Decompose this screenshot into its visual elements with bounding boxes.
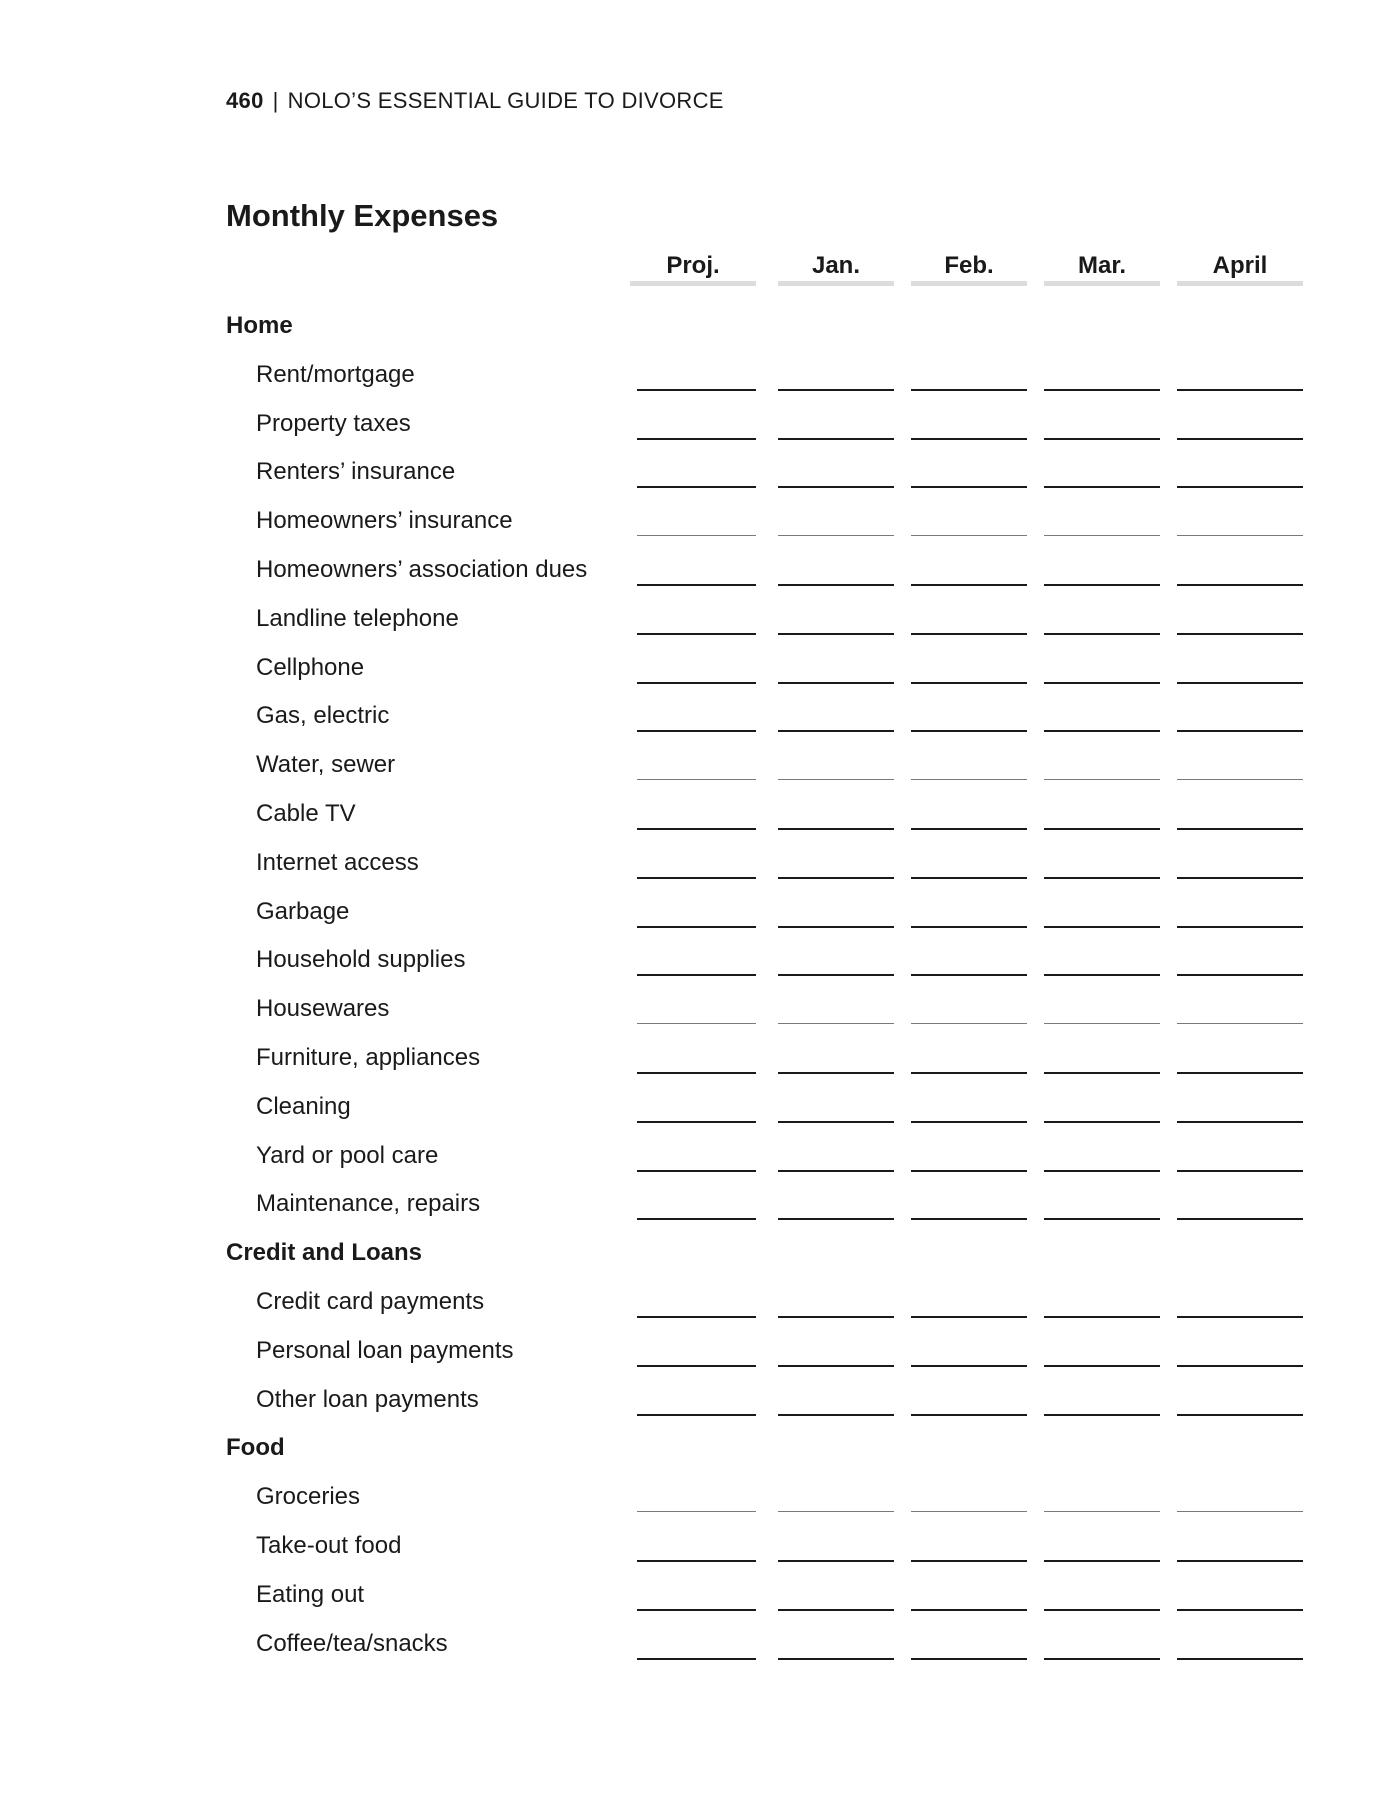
amount-blank-proj[interactable] — [637, 926, 756, 928]
expense-label: Garbage — [256, 897, 350, 925]
page-number: 460 — [226, 88, 264, 113]
amount-blank-mar[interactable] — [1044, 779, 1160, 780]
amount-blank-jan[interactable] — [778, 389, 894, 391]
amount-blank-april[interactable] — [1177, 730, 1303, 732]
amount-blank-proj[interactable] — [637, 1658, 756, 1660]
expense-label: Water, sewer — [256, 751, 396, 779]
expense-row — [0, 406, 1400, 454]
expense-row — [0, 894, 1400, 942]
expense-label: Property taxes — [256, 409, 411, 437]
amount-blank-april[interactable] — [1177, 438, 1303, 440]
amount-blank-feb[interactable] — [911, 1072, 1027, 1074]
amount-blank-feb[interactable] — [911, 1316, 1027, 1318]
amount-blank-mar[interactable] — [1044, 877, 1160, 879]
expense-row — [0, 1333, 1400, 1381]
amount-blank-april[interactable] — [1177, 974, 1303, 976]
expense-row — [0, 991, 1400, 1039]
amount-blank-april[interactable] — [1177, 1121, 1303, 1123]
amount-blank-april[interactable] — [1177, 877, 1303, 879]
amount-blank-mar[interactable] — [1044, 438, 1160, 440]
expense-row — [0, 1186, 1400, 1234]
amount-blank-feb[interactable] — [911, 486, 1027, 488]
amount-blank-april[interactable] — [1177, 1609, 1303, 1611]
amount-blank-april[interactable] — [1177, 779, 1303, 780]
expense-label: Household supplies — [256, 946, 466, 974]
amount-blank-april[interactable] — [1177, 633, 1303, 635]
running-head — [226, 88, 724, 114]
amount-blank-feb[interactable] — [911, 1560, 1027, 1562]
amount-blank-feb[interactable] — [911, 438, 1027, 440]
amount-blank-mar[interactable] — [1044, 828, 1160, 830]
expense-label: Landline telephone — [256, 604, 459, 632]
amount-blank-feb[interactable] — [911, 877, 1027, 879]
amount-blank-feb[interactable] — [911, 974, 1027, 976]
expense-label: Cellphone — [256, 653, 365, 681]
amount-blank-jan[interactable] — [778, 828, 894, 830]
amount-blank-april[interactable] — [1177, 1218, 1303, 1220]
amount-blank-feb[interactable] — [911, 1023, 1027, 1024]
expense-row — [0, 1040, 1400, 1088]
amount-blank-mar[interactable] — [1044, 1170, 1160, 1172]
column-header-feb: Feb. — [911, 250, 1027, 286]
amount-blank-proj[interactable] — [637, 1609, 756, 1611]
amount-blank-jan[interactable] — [778, 779, 894, 780]
expense-row — [0, 845, 1400, 893]
amount-blank-feb[interactable] — [911, 1218, 1027, 1220]
book-title: NOLO’S ESSENTIAL GUIDE TO DIVORCE — [287, 88, 724, 113]
column-header-mar: Mar. — [1044, 250, 1160, 286]
expense-label: Housewares — [256, 995, 390, 1023]
amount-blank-proj[interactable] — [637, 486, 756, 488]
section-row — [0, 308, 1400, 356]
expense-row — [0, 503, 1400, 551]
amount-blank-jan[interactable] — [778, 730, 894, 732]
amount-blank-april[interactable] — [1177, 535, 1303, 536]
amount-blank-proj[interactable] — [637, 389, 756, 391]
expense-row — [0, 601, 1400, 649]
amount-blank-proj[interactable] — [637, 633, 756, 635]
expense-label: Internet access — [256, 848, 419, 876]
amount-blank-proj[interactable] — [637, 682, 756, 684]
expense-label: Cleaning — [256, 1092, 351, 1120]
expense-label: Take-out food — [256, 1532, 402, 1559]
section-row — [0, 1235, 1400, 1283]
amount-blank-april[interactable] — [1177, 486, 1303, 488]
amount-blank-april[interactable] — [1177, 584, 1303, 586]
expense-label: Renters’ insurance — [256, 458, 456, 486]
amount-blank-jan[interactable] — [778, 1560, 894, 1562]
column-header-april: April — [1177, 250, 1303, 286]
amount-blank-mar[interactable] — [1044, 926, 1160, 928]
amount-blank-jan[interactable] — [778, 633, 894, 635]
amount-blank-jan[interactable] — [778, 1023, 894, 1024]
expense-label: Cable TV — [256, 800, 356, 827]
amount-blank-feb[interactable] — [911, 730, 1027, 732]
amount-blank-mar[interactable] — [1044, 535, 1160, 536]
amount-blank-jan[interactable] — [778, 1316, 894, 1318]
amount-blank-april[interactable] — [1177, 1072, 1303, 1074]
section-row — [0, 1430, 1400, 1478]
amount-blank-april[interactable] — [1177, 1365, 1303, 1367]
amount-blank-jan[interactable] — [778, 1511, 894, 1512]
expense-row — [0, 1089, 1400, 1137]
section-heading: Food — [226, 1434, 285, 1462]
expense-label: Homeowners’ insurance — [256, 507, 513, 535]
amount-blank-april[interactable] — [1177, 1658, 1303, 1660]
amount-blank-proj[interactable] — [637, 779, 756, 780]
amount-blank-proj[interactable] — [637, 1365, 756, 1367]
expense-row — [0, 942, 1400, 990]
amount-blank-proj[interactable] — [637, 1560, 756, 1562]
expense-label: Yard or pool care — [256, 1141, 439, 1169]
amount-blank-proj[interactable] — [637, 1316, 756, 1318]
amount-blank-mar[interactable] — [1044, 682, 1160, 684]
amount-blank-feb[interactable] — [911, 926, 1027, 928]
expense-label: Groceries — [256, 1483, 361, 1511]
amount-blank-proj[interactable] — [637, 1072, 756, 1074]
expense-row — [0, 650, 1400, 698]
amount-blank-feb[interactable] — [911, 779, 1027, 780]
amount-blank-proj[interactable] — [637, 1170, 756, 1172]
expense-row — [0, 698, 1400, 746]
amount-blank-mar[interactable] — [1044, 1560, 1160, 1562]
amount-blank-feb[interactable] — [911, 584, 1027, 586]
amount-blank-feb[interactable] — [911, 682, 1027, 684]
amount-blank-jan[interactable] — [778, 584, 894, 586]
amount-blank-mar[interactable] — [1044, 1316, 1160, 1318]
amount-blank-jan[interactable] — [778, 1609, 894, 1611]
amount-blank-mar[interactable] — [1044, 1365, 1160, 1367]
expense-label: Coffee/tea/snacks — [256, 1629, 448, 1657]
amount-blank-proj[interactable] — [637, 877, 756, 879]
expense-row — [0, 747, 1400, 795]
header-separator: | — [272, 88, 279, 113]
amount-blank-proj[interactable] — [637, 828, 756, 830]
amount-blank-feb[interactable] — [911, 633, 1027, 635]
amount-blank-jan[interactable] — [778, 1658, 894, 1660]
amount-blank-april[interactable] — [1177, 1023, 1303, 1024]
amount-blank-mar[interactable] — [1044, 1023, 1160, 1024]
expense-row — [0, 552, 1400, 600]
amount-blank-jan[interactable] — [778, 535, 894, 536]
amount-blank-april[interactable] — [1177, 1414, 1303, 1416]
amount-blank-feb[interactable] — [911, 1658, 1027, 1660]
column-header-proj: Proj. — [630, 250, 756, 286]
expense-label: Personal loan payments — [256, 1336, 514, 1364]
amount-blank-mar[interactable] — [1044, 974, 1160, 976]
amount-blank-proj[interactable] — [637, 535, 756, 536]
amount-blank-jan[interactable] — [778, 1072, 894, 1074]
amount-blank-feb[interactable] — [911, 535, 1027, 536]
amount-blank-feb[interactable] — [911, 1609, 1027, 1611]
expense-row — [0, 357, 1400, 405]
expense-row — [0, 1138, 1400, 1186]
amount-blank-mar[interactable] — [1044, 730, 1160, 732]
amount-blank-jan[interactable] — [778, 1365, 894, 1367]
amount-blank-proj[interactable] — [637, 730, 756, 732]
amount-blank-proj[interactable] — [637, 1218, 756, 1220]
amount-blank-mar[interactable] — [1044, 584, 1160, 586]
expense-label: Other loan payments — [256, 1385, 479, 1413]
amount-blank-proj[interactable] — [637, 1023, 756, 1024]
amount-blank-mar[interactable] — [1044, 1218, 1160, 1220]
expense-row — [0, 1626, 1400, 1674]
amount-blank-mar[interactable] — [1044, 389, 1160, 391]
amount-blank-jan[interactable] — [778, 877, 894, 879]
expense-label: Furniture, appliances — [256, 1044, 481, 1071]
expense-row — [0, 1577, 1400, 1625]
amount-blank-mar[interactable] — [1044, 1511, 1160, 1512]
amount-blank-april[interactable] — [1177, 389, 1303, 391]
section-heading: Credit and Loans — [226, 1239, 423, 1267]
expense-label: Eating out — [256, 1580, 365, 1608]
amount-blank-proj[interactable] — [637, 1121, 756, 1123]
amount-blank-april[interactable] — [1177, 682, 1303, 684]
amount-blank-april[interactable] — [1177, 1511, 1303, 1512]
amount-blank-proj[interactable] — [637, 584, 756, 586]
amount-blank-feb[interactable] — [911, 828, 1027, 830]
amount-blank-feb[interactable] — [911, 1414, 1027, 1416]
amount-blank-april[interactable] — [1177, 1170, 1303, 1172]
expense-label: Homeowners’ association dues — [256, 556, 588, 583]
expense-row — [0, 1382, 1400, 1430]
amount-blank-april[interactable] — [1177, 926, 1303, 928]
amount-blank-mar[interactable] — [1044, 1072, 1160, 1074]
amount-blank-mar[interactable] — [1044, 486, 1160, 488]
amount-blank-jan[interactable] — [778, 1121, 894, 1123]
amount-blank-proj[interactable] — [637, 438, 756, 440]
column-header-jan: Jan. — [778, 250, 894, 286]
amount-blank-jan[interactable] — [778, 1218, 894, 1220]
amount-blank-jan[interactable] — [778, 974, 894, 976]
amount-blank-april[interactable] — [1177, 1560, 1303, 1562]
amount-blank-mar[interactable] — [1044, 1414, 1160, 1416]
amount-blank-jan[interactable] — [778, 438, 894, 440]
expense-label: Maintenance, repairs — [256, 1190, 481, 1218]
amount-blank-feb[interactable] — [911, 1170, 1027, 1172]
amount-blank-proj[interactable] — [637, 1511, 756, 1512]
amount-blank-feb[interactable] — [911, 1365, 1027, 1367]
expense-row — [0, 1528, 1400, 1576]
section-heading: Home — [226, 312, 293, 339]
amount-blank-jan[interactable] — [778, 682, 894, 684]
amount-blank-jan[interactable] — [778, 1170, 894, 1172]
expense-label: Gas, electric — [256, 702, 390, 730]
page-title: Monthly Expenses — [226, 198, 499, 233]
expense-row — [0, 454, 1400, 502]
amount-blank-proj[interactable] — [637, 974, 756, 976]
expense-label: Credit card payments — [256, 1288, 485, 1315]
amount-blank-mar[interactable] — [1044, 633, 1160, 635]
expense-row — [0, 796, 1400, 844]
amount-blank-feb[interactable] — [911, 1511, 1027, 1512]
amount-blank-mar[interactable] — [1044, 1658, 1160, 1660]
amount-blank-april[interactable] — [1177, 828, 1303, 830]
amount-blank-mar[interactable] — [1044, 1121, 1160, 1123]
amount-blank-jan[interactable] — [778, 926, 894, 928]
amount-blank-jan[interactable] — [778, 1414, 894, 1416]
amount-blank-jan[interactable] — [778, 486, 894, 488]
expense-row — [0, 1479, 1400, 1527]
amount-blank-feb[interactable] — [911, 1121, 1027, 1123]
amount-blank-mar[interactable] — [1044, 1609, 1160, 1611]
expense-row — [0, 1284, 1400, 1332]
amount-blank-april[interactable] — [1177, 1316, 1303, 1318]
expense-label: Rent/mortgage — [256, 360, 415, 388]
amount-blank-proj[interactable] — [637, 1414, 756, 1416]
amount-blank-feb[interactable] — [911, 389, 1027, 391]
